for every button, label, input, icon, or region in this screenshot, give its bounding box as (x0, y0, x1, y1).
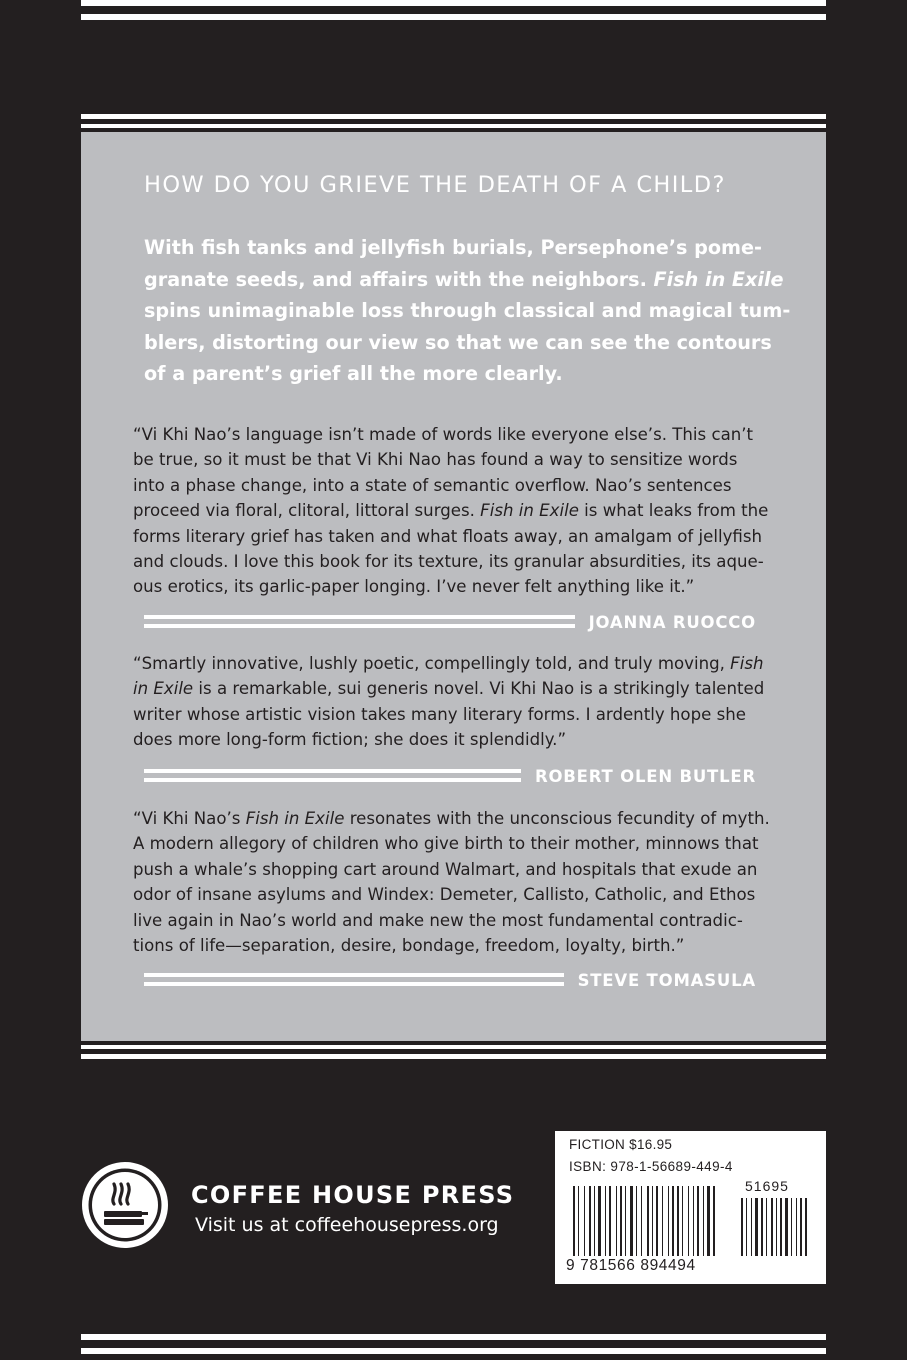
quote-line: does more long-form fiction; she does it splendidly.” (133, 730, 567, 750)
quote-line: A modern allegory of children who give birth to their mother, minnows that (133, 834, 759, 854)
attribution-1 (144, 612, 756, 632)
quote-line: writer whose artistic vision takes many literary forms. I ardently hope she (133, 704, 746, 724)
quote-line: forms literary grief has taken and what floats away, an amalgam of jellyfish (133, 526, 763, 546)
quote-line: ous erotics, its garlic-paper longing. I’ve never felt anything like it.” (133, 577, 695, 597)
quote-line: odor of insane asylums and Windex: Demeter, Callisto, Catholic, and Ethos (133, 885, 756, 905)
top-edge-rule-1 (81, 0, 826, 6)
blurb-author: STEVE TOMASULA (577, 970, 756, 990)
blurb-panel (81, 132, 826, 1041)
barcode-box (555, 1131, 826, 1284)
blurb-quote-1 (133, 422, 783, 600)
blurb-quote-3 (133, 806, 783, 958)
quote-line: live again in Nao’s world and make new the most fundamental contradic- (133, 910, 743, 930)
attribution-rule (144, 973, 564, 987)
barcode-image (573, 1186, 813, 1258)
steaming-cup-on-book-icon (80, 1160, 170, 1250)
quote-line: and clouds. I love this book for its texture, its granular absurdities, its aque- (133, 552, 764, 572)
panel-bottom-rule-1 (81, 1045, 826, 1049)
bottom-edge-rule-2 (81, 1348, 826, 1354)
description-line: spins unimaginable loss through classical and magical tum- (144, 299, 791, 322)
barcode-number: 9 781566 894494 (566, 1257, 696, 1274)
attribution-rule (144, 769, 521, 783)
isbn-label: ISBN: 978-1-56689-449-4 (569, 1159, 733, 1174)
blurb-author: ROBERT OLEN BUTLER (534, 766, 756, 786)
book-description (144, 232, 791, 390)
top-edge-rule-2 (81, 14, 826, 20)
price-addon-number: 51695 (745, 1178, 789, 1194)
bottom-edge-rule-1 (81, 1334, 826, 1340)
attribution-rule (144, 615, 575, 629)
quote-line: in Exile is a remarkable, sui generis novel. Vi Khi Nao is a strikingly talented (133, 679, 765, 699)
publisher-website[interactable]: Visit us at coffeehousepress.org (195, 1214, 499, 1236)
description-line: of a parent’s grief all the more clearly. (144, 362, 563, 385)
category-price: FICTION $16.95 (569, 1137, 673, 1152)
attribution-3 (144, 970, 756, 990)
panel-top-rule-2 (81, 124, 826, 128)
publisher-name: COFFEE HOUSE PRESS (191, 1181, 515, 1209)
panel-bottom-rule-2 (81, 1054, 826, 1059)
quote-line: “Smartly innovative, lushly poetic, compellingly told, and truly moving, Fish (133, 654, 764, 673)
quote-line: be true, so it must be that Vi Khi Nao has found a way to sensitize words (133, 450, 738, 470)
blurb-quote-2 (133, 651, 783, 753)
headline: HOW DO YOU GRIEVE THE DEATH OF A CHILD? (144, 172, 726, 198)
quote-line: “Vi Khi Nao’s language isn’t made of words like everyone else’s. This can’t (133, 425, 754, 444)
quote-line: push a whale’s shopping cart around Walmart, and hospitals that exude an (133, 859, 758, 879)
attribution-2 (144, 766, 756, 786)
quote-line: tions of life—separation, desire, bondage, freedom, loyalty, birth.” (133, 936, 685, 956)
publisher-block (80, 1160, 550, 1252)
description-line: granate seeds, and affairs with the neighbors. Fish in Exile (144, 267, 784, 291)
blurb-author: JOANNA RUOCCO (588, 612, 756, 632)
description-line: With fish tanks and jellyfish burials, Persephone’s pome- (144, 236, 762, 259)
quote-line: “Vi Khi Nao’s Fish in Exile resonates with the unconscious fecundity of myth. (133, 809, 770, 828)
quote-line: proceed via floral, clitoral, littoral surges. Fish in Exile is what leaks from the (133, 501, 769, 521)
panel-top-rule-1 (81, 114, 826, 119)
description-line: blers, distorting our view so that we can see the contours (144, 330, 772, 354)
quote-line: into a phase change, into a state of semantic overflow. Nao’s sentences (133, 475, 732, 495)
